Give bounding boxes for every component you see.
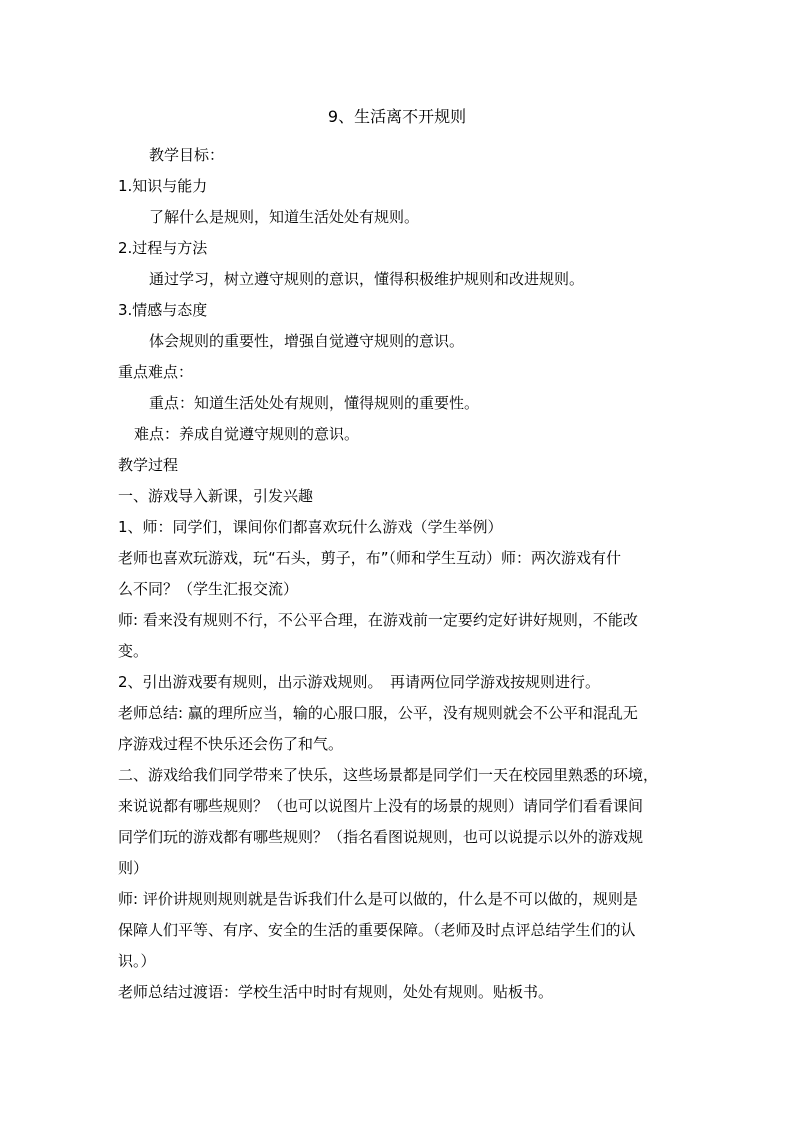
emotion-text: 体会规则的重要性，增强自觉遵守规则的意识。	[149, 332, 465, 350]
part-one-heading: 一、游戏导入新课，引发兴趣	[118, 487, 314, 505]
process-text: 通过学习，树立遵守规则的意识，懂得积极维护规则和改进规则。	[149, 270, 585, 288]
key-point-text: 重点：知道生活处处有规则，懂得规则的重要性。	[149, 394, 480, 412]
paragraph-line: 2、引出游戏要有规则，出示游戏规则。 再请两位同学游戏按规则进行。	[118, 673, 601, 691]
paragraph-line: 老师也喜欢玩游戏，玩“石头，剪子，布”（师和学生互动）师：两次游戏有什	[118, 549, 622, 567]
paragraph-line: 则）	[118, 859, 149, 877]
difficulty-text: 难点：养成自觉遵守规则的意识。	[134, 425, 360, 443]
objectives-heading: 教学目标：	[149, 146, 225, 164]
knowledge-text: 了解什么是规则，知道生活处处有规则。	[149, 208, 420, 226]
paragraph-line: 二、游戏给我们同学带来了快乐，这些场景都是同学们一天在校园里熟悉的环境，	[118, 766, 659, 784]
paragraph-line: 师: 评价讲规则规则就是告诉我们什么是可以做的，什么是不可以做的，规则是	[118, 890, 638, 908]
paragraph-line: 变。	[118, 642, 149, 660]
paragraph-line: 师: 看来没有规则不行，不公平合理，在游戏前一定要约定好讲好规则，不能改	[118, 611, 638, 629]
paragraph-line: 么不同？（学生汇报交流）	[118, 580, 299, 598]
section-emotion-heading: 3.情感与态度	[118, 301, 208, 319]
paragraph-line: 来说说都有哪些规则？（也可以说图片上没有的场景的规则）请同学们看看课间	[118, 797, 644, 815]
key-points-heading: 重点难点：	[118, 363, 194, 381]
paragraph-line: 老师总结过渡语：学校生活中时时有规则，处处有规则。贴板书。	[118, 983, 554, 1001]
section-process-heading: 2.过程与方法	[118, 239, 208, 257]
paragraph-line: 老师总结: 赢的理所应当，输的心服口服，公平，没有规则就会不公平和混乱无	[118, 704, 638, 722]
paragraph-line: 同学们玩的游戏都有哪些规则？（指名看图说规则，也可以说提示以外的游戏规	[118, 828, 644, 846]
document-title: 9、生活离不开规则	[327, 107, 467, 126]
paragraph-line: 序游戏过程不快乐还会伤了和气。	[118, 735, 344, 753]
section-knowledge-heading: 1.知识与能力	[118, 177, 208, 195]
paragraph-line: 1、师：同学们，课间你们都喜欢玩什么游戏（学生举例）	[118, 518, 503, 536]
paragraph-line: 保障人们平等、有序、安全的生活的重要保障。（老师及时点评总结学生们的认	[118, 921, 636, 939]
paragraph-line: 识。）	[118, 952, 156, 970]
teaching-process-heading: 教学过程	[118, 456, 179, 474]
